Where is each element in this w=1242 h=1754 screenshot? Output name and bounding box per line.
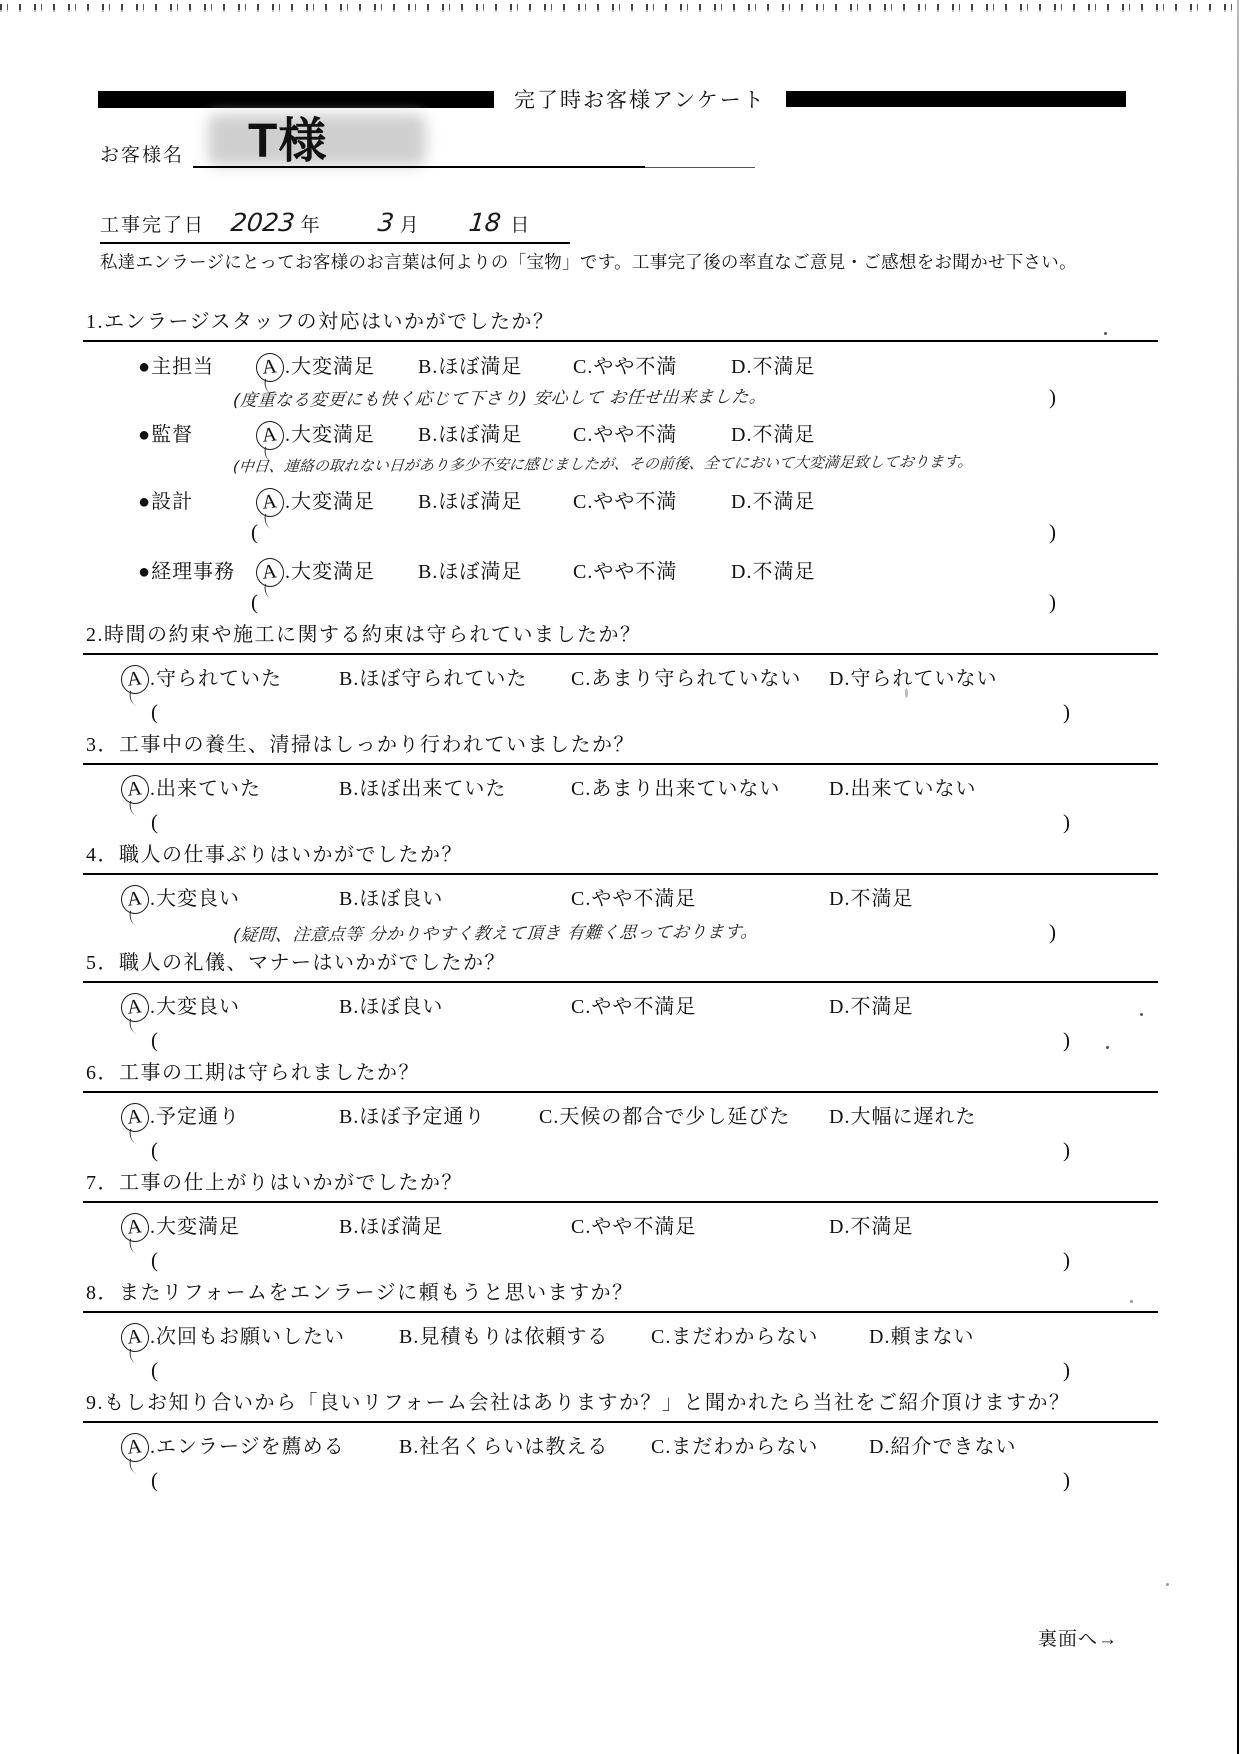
option-text: .大変満足	[285, 561, 375, 583]
staff-row-supervisor	[83, 410, 1158, 450]
circled-answer-a: A	[120, 1102, 151, 1134]
staff-row-label: ●経理事務	[138, 561, 236, 583]
option-a	[121, 993, 339, 1022]
option-a	[121, 1103, 339, 1132]
option-d: D.不満足	[731, 561, 816, 583]
option-text: .不満足	[746, 424, 816, 446]
circled-answer-a: A	[255, 420, 286, 452]
option-text: .大変良い	[150, 996, 240, 1018]
handwritten-comment: (疑問、注意点等 分かりやすく教えて頂き 有難く思っております。	[232, 922, 759, 946]
header-bar-right	[786, 91, 1126, 107]
circled-answer-a: A	[120, 1212, 151, 1244]
option-text: .やや不満	[587, 491, 678, 513]
option-text: .大変満足	[285, 424, 375, 446]
question-title: 2.時間の約束や施工に関する約束は守られていましたか？	[83, 621, 1158, 655]
option-b: B.ほぼ満足	[418, 356, 523, 378]
customer-name-underline-ext	[645, 167, 755, 168]
question-title: 7．工事の仕上がりはいかがでしたか？	[83, 1169, 1158, 1203]
staff-row-design	[83, 477, 1158, 517]
page-title: 完了時お客様アンケート	[514, 88, 766, 112]
open-paren: (	[151, 810, 158, 834]
option-c: C.あまり守られていない	[571, 668, 802, 690]
option-c: C.やや不満	[573, 356, 678, 378]
comment-paren-line	[83, 697, 1158, 727]
question-title: 3．工事中の養生、清掃はしっかり行われていましたか？	[83, 731, 1158, 765]
option-text: .ほぼ予定通り	[353, 1106, 486, 1128]
close-paren: )	[1049, 520, 1056, 544]
option-d: D.不満足	[731, 424, 816, 446]
close-paren: )	[1063, 1138, 1070, 1162]
close-paren: )	[1049, 385, 1056, 409]
comment-paren-line	[83, 1355, 1158, 1385]
option-text: .次回もお願いしたい	[150, 1326, 345, 1348]
staff-row-label: ●設計	[138, 491, 194, 513]
question-2	[83, 621, 1158, 727]
options-row	[83, 655, 1158, 697]
circled-answer-a: A	[255, 352, 286, 384]
question-6	[83, 1059, 1158, 1165]
option-text: .ほぼ良い	[353, 996, 444, 1018]
option-text: .不満足	[746, 561, 816, 583]
date-day-unit: 日	[510, 215, 530, 236]
question-7	[83, 1169, 1158, 1275]
option-c: C.あまり出来ていない	[571, 778, 781, 800]
options-row	[83, 875, 1158, 917]
option-a	[256, 421, 418, 450]
option-text: .不満足	[844, 888, 914, 910]
option-c: C.まだわからない	[651, 1436, 819, 1458]
staff-row-accounting	[83, 547, 1158, 587]
question-9	[83, 1389, 1158, 1495]
circled-answer-a: A	[120, 774, 151, 806]
option-b: B.ほぼ満足	[418, 424, 523, 446]
completion-date-row	[100, 208, 570, 244]
date-month-handwritten: 3	[376, 208, 396, 237]
option-b: B.ほぼ良い	[339, 996, 444, 1018]
option-text: .大幅に遅れた	[844, 1106, 977, 1128]
option-text: .不満足	[844, 1216, 914, 1238]
option-c: C.やや不満足	[571, 1216, 697, 1238]
comment-paren-line	[83, 517, 1158, 547]
questions-list	[83, 308, 1158, 1499]
option-c: C.まだわからない	[651, 1326, 819, 1348]
option-text: .やや不満足	[585, 996, 697, 1018]
circled-answer-a: A	[120, 992, 151, 1024]
open-paren: (	[151, 700, 158, 724]
question-title: 5．職人の礼儀、マナーはいかがでしたか？	[83, 949, 1158, 983]
date-day-handwritten: 18	[467, 208, 502, 237]
comment-paren-line	[83, 1465, 1158, 1495]
option-d: D.紹介できない	[869, 1436, 1017, 1458]
date-year-unit: 年	[300, 215, 320, 236]
open-paren: (	[151, 1468, 158, 1492]
staff-row-label: ●監督	[138, 424, 194, 446]
option-a	[121, 665, 339, 694]
option-text: .やや不満	[587, 424, 678, 446]
question-1	[83, 308, 1158, 617]
option-text: .あまり守られていない	[585, 668, 802, 690]
option-text: .大変満足	[285, 491, 375, 513]
option-text: .天候の都合で少し延びた	[553, 1106, 791, 1128]
option-text: .やや不満	[587, 561, 678, 583]
option-text: .頼まない	[884, 1326, 975, 1348]
option-c: C.やや不満	[573, 561, 678, 583]
comment-paren-line	[83, 1025, 1158, 1055]
option-text: .不満足	[746, 356, 816, 378]
scan-noise-band-faint	[0, 10, 1242, 12]
options-row	[83, 983, 1158, 1025]
circled-answer-a: A	[120, 664, 151, 696]
scan-artifact	[1166, 1583, 1169, 1586]
option-d: D.大幅に遅れた	[829, 1106, 977, 1128]
question-5	[83, 949, 1158, 1055]
option-text: .まだわからない	[665, 1326, 819, 1348]
circled-answer-a: A	[255, 557, 286, 589]
option-text: .大変満足	[285, 356, 375, 378]
option-text: .やや不満	[587, 356, 678, 378]
option-b: B.ほぼ満足	[339, 1216, 444, 1238]
option-text: .出来ていない	[844, 778, 977, 800]
handwritten-comment-line	[83, 382, 1158, 410]
option-text: .ほぼ満足	[432, 561, 523, 583]
option-a	[256, 558, 418, 587]
handwritten-comment: (中日、連絡の取れない日があり多少不安に感じましたが、その前後、全てにおいて大変満足致しております。	[232, 452, 974, 476]
close-paren: )	[1049, 590, 1056, 614]
option-c: C.やや不満	[573, 424, 678, 446]
comment-paren-line	[83, 1135, 1158, 1165]
options-row	[83, 1423, 1158, 1465]
option-d: D.不満足	[829, 888, 914, 910]
option-b: B.ほぼ予定通り	[339, 1106, 486, 1128]
option-d: D.不満足	[731, 491, 816, 513]
option-text: .あまり出来ていない	[585, 778, 781, 800]
close-paren: )	[1063, 1248, 1070, 1272]
option-text: .出来ていた	[150, 778, 261, 800]
option-text: .ほぼ満足	[353, 1216, 444, 1238]
option-b: B.ほぼ守られていた	[339, 668, 528, 690]
option-d: D.出来ていない	[829, 778, 977, 800]
staff-row-main	[83, 342, 1158, 382]
question-3	[83, 731, 1158, 837]
option-text: .ほぼ満足	[432, 424, 523, 446]
back-page-note: 裏面へ→	[1038, 1629, 1119, 1650]
option-text: .ほぼ出来ていた	[353, 778, 507, 800]
open-paren: (	[151, 1028, 158, 1052]
option-text: .やや不満足	[585, 1216, 697, 1238]
question-8	[83, 1279, 1158, 1385]
option-text: .ほぼ守られていた	[353, 668, 528, 690]
options-row	[83, 1093, 1158, 1135]
intro-text: 私達エンラージにとってお客様のお言葉は何よりの「宝物」です。工事完了後の率直なご意見・ご感想をお聞かせ下さい。	[100, 252, 1077, 272]
option-c: C.やや不満足	[571, 888, 697, 910]
customer-name-value: T様	[248, 115, 328, 168]
date-month-unit: 月	[399, 215, 419, 236]
circled-answer-a: A	[255, 487, 286, 519]
open-paren: (	[151, 1138, 158, 1162]
close-paren: )	[1049, 920, 1056, 944]
circled-answer-a: A	[120, 884, 151, 916]
handwritten-comment-line	[83, 450, 1158, 477]
option-a	[121, 885, 339, 914]
option-text: .エンラージを薦める	[150, 1436, 345, 1458]
option-a	[121, 1213, 339, 1242]
option-text: .不満足	[844, 996, 914, 1018]
option-text: .不満足	[746, 491, 816, 513]
option-text: .ほぼ満足	[432, 356, 523, 378]
option-a	[256, 488, 418, 517]
option-d: D.不満足	[829, 996, 914, 1018]
question-4	[83, 841, 1158, 945]
comment-paren-line	[83, 807, 1158, 837]
option-b: B.ほぼ良い	[339, 888, 444, 910]
option-text: .大変満足	[150, 1216, 240, 1238]
option-a	[121, 1323, 399, 1352]
option-text: .まだわからない	[665, 1436, 819, 1458]
scan-edge-line	[1237, 0, 1239, 1754]
option-c: C.やや不満	[573, 491, 678, 513]
option-b: B.見積もりは依頼する	[399, 1326, 609, 1348]
open-paren: (	[151, 1358, 158, 1382]
option-text: .社名くらいは教える	[413, 1436, 609, 1458]
option-text: .ほぼ良い	[353, 888, 444, 910]
circled-answer-a: A	[120, 1432, 151, 1464]
date-year-handwritten: 2023	[229, 208, 297, 237]
option-d: D.不満足	[731, 356, 816, 378]
option-d: D.守られていない	[829, 668, 998, 690]
option-b: B.ほぼ満足	[418, 491, 523, 513]
handwritten-comment: (度重なる変更にも快く応じて下さり) 安心して お任せ出来ました。	[232, 387, 768, 411]
comment-paren-line	[83, 1245, 1158, 1275]
option-text: .見積もりは依頼する	[413, 1326, 609, 1348]
staff-row-label: ●主担当	[138, 356, 215, 378]
option-b: B.ほぼ満足	[418, 561, 523, 583]
close-paren: )	[1063, 1028, 1070, 1052]
option-b: B.社名くらいは教える	[399, 1436, 609, 1458]
handwritten-comment-line	[83, 917, 1158, 945]
completion-date-label: 工事完了日	[100, 215, 206, 236]
option-text: .ほぼ満足	[432, 491, 523, 513]
close-paren: )	[1063, 810, 1070, 834]
option-a	[121, 1433, 399, 1462]
options-row	[83, 765, 1158, 807]
option-b: B.ほぼ出来ていた	[339, 778, 507, 800]
open-paren: (	[151, 1248, 158, 1272]
option-text: .紹介できない	[884, 1436, 1017, 1458]
option-text: .守られていた	[150, 668, 282, 690]
close-paren: )	[1063, 700, 1070, 724]
comment-paren-line	[83, 587, 1158, 617]
options-row	[83, 1313, 1158, 1355]
option-a	[121, 775, 339, 804]
question-title: 8．またリフォームをエンラージに頼もうと思いますか？	[83, 1279, 1158, 1313]
option-c: C.やや不満足	[571, 996, 697, 1018]
option-a	[256, 353, 418, 382]
question-title: 1.エンラージスタッフの対応はいかがでしたか？	[83, 308, 1158, 342]
close-paren: )	[1063, 1468, 1070, 1492]
open-paren: (	[251, 520, 258, 544]
option-d: D.不満足	[829, 1216, 914, 1238]
customer-name-label: お客様名	[100, 145, 185, 166]
option-d: D.頼まない	[869, 1326, 975, 1348]
options-row	[83, 1203, 1158, 1245]
question-title: 6．工事の工期は守られましたか？	[83, 1059, 1158, 1093]
question-title: 9.もしお知り合いから「良いリフォーム会社はありますか？」と聞かれたら当社をご紹介頂けますか？	[83, 1389, 1158, 1423]
option-text: .やや不満足	[585, 888, 697, 910]
close-paren: )	[1063, 1358, 1070, 1382]
option-text: .守られていない	[844, 668, 998, 690]
option-text: .予定通り	[150, 1106, 240, 1128]
customer-name-underline	[193, 166, 645, 168]
open-paren: (	[251, 590, 258, 614]
option-text: .大変良い	[150, 888, 240, 910]
circled-answer-a: A	[120, 1322, 151, 1354]
option-c: C.天候の都合で少し延びた	[539, 1106, 791, 1128]
question-title: 4．職人の仕事ぶりはいかがでしたか？	[83, 841, 1158, 875]
